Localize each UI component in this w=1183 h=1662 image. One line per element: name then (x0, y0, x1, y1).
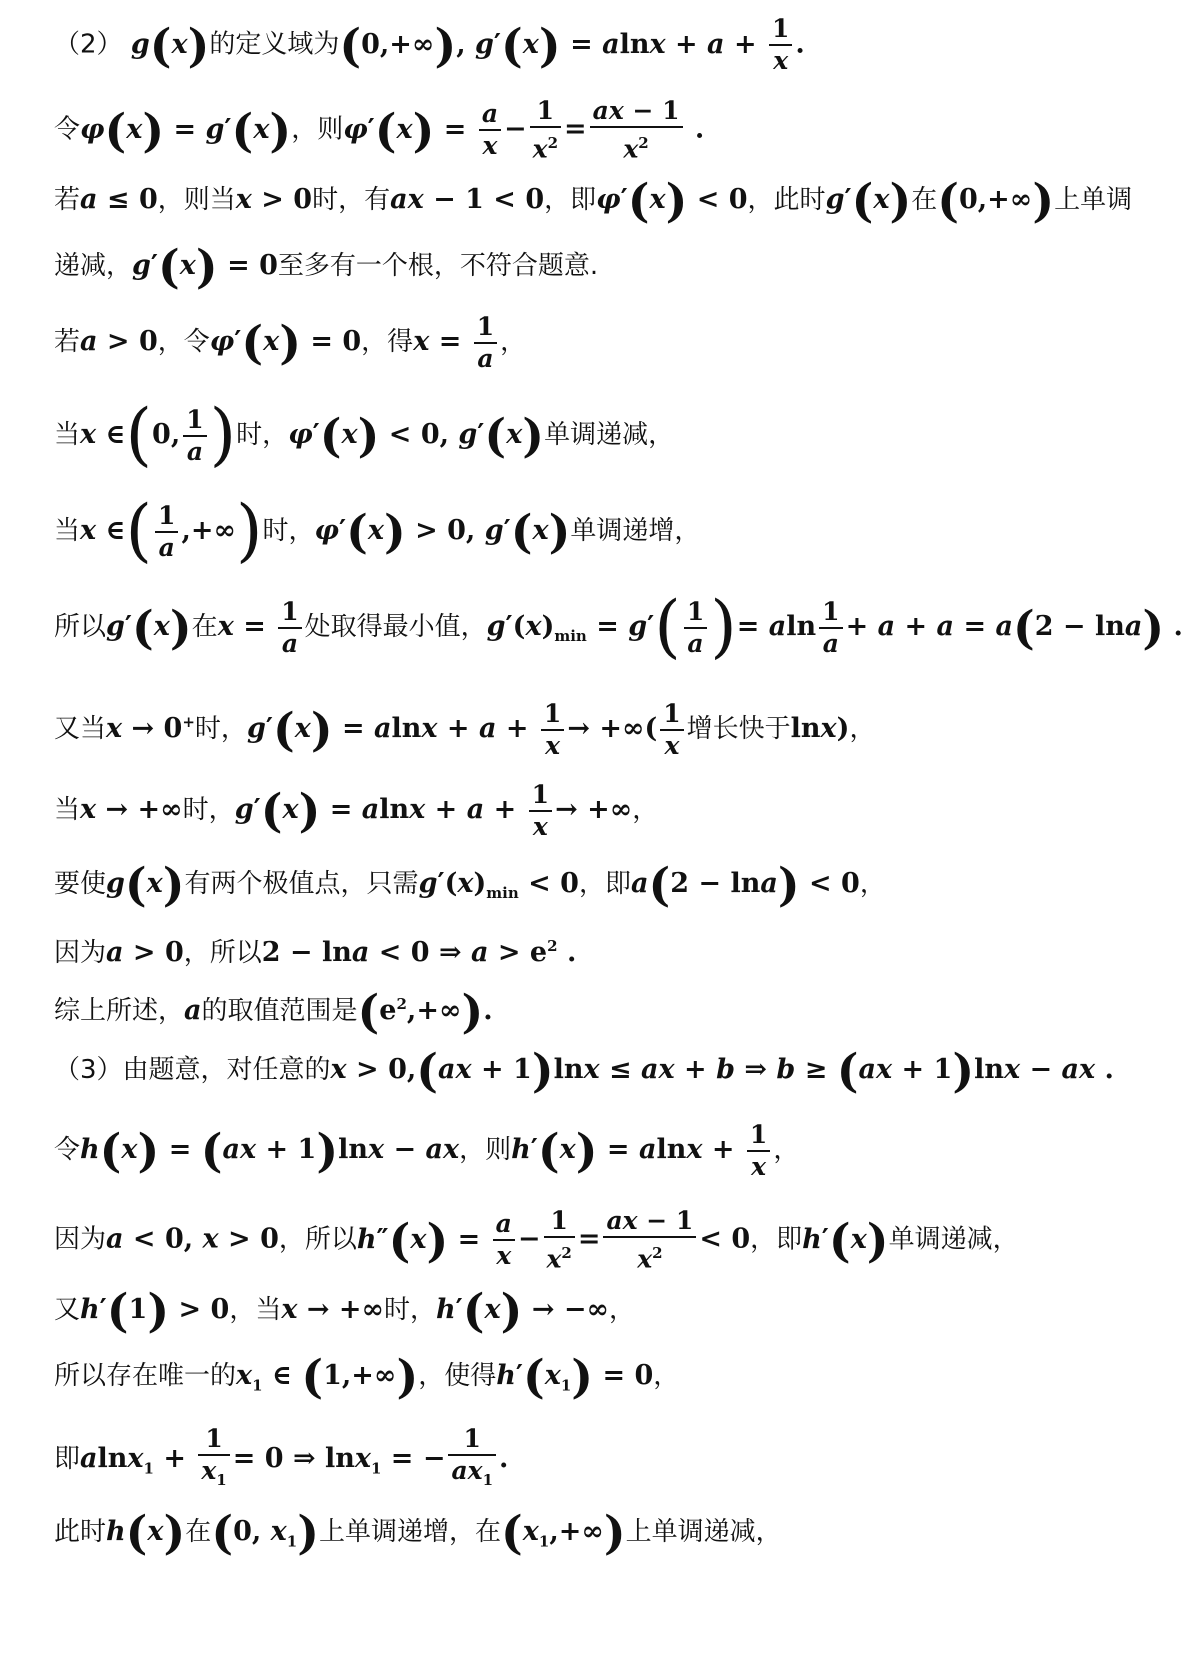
solution-line-8: 所以g′(x)在x = $\frac{1}{a}$ 处取得最小值，$g'(x)_{min} = g'$( $\frac{1}{a}$ )= aln $\frac{1}{a}$ + a + a = a(2 − lna) . (54, 587, 1183, 667)
solution-line-16: 因为a < 0, x > 0，所以h″(x) = $\frac{a}{x}$ − $\frac{1}{x^2}$ = $\frac{ax - 1}{x^2}$ < 0，即h′(x)单调递减， (54, 1206, 1019, 1274)
solution-line-19: 即alnx$_1$ + $\frac{1}{x_1}$ = 0 ⇒ lnx$_1$ = − $\frac{1}{ax_1}$ . (54, 1424, 509, 1489)
solution-line-13: 综上所述，a的取值范围是$(e^2,+\infty)$. (54, 984, 493, 1039)
solution-line-15: 令h(x) = (ax + 1)lnx − ax，则h′(x) = alnx + $\frac{1}{x}$ ， (54, 1119, 800, 1181)
solution-line-9: 又当x → 0+时，g′(x) = alnx + a + $\frac{1}{x}$ → +∞( $\frac{1}{x}$ 增长快于lnx)， (54, 698, 876, 760)
solution-line-17: 又h′(1) > 0，当x → +∞时，h′(x) → −∞， (54, 1283, 635, 1338)
solution-line-18: 所以存在唯一的$x_1$ ∈ (1,+∞)，使得$h'(x_1) = 0$， (54, 1349, 680, 1404)
solution-line-4: 递减，g′(x) = 0至多有一个根，不符合题意. (54, 239, 599, 294)
solution-line-14: （3）由题意，对任意的x > 0,(ax + 1)lnx ≤ ax + b ⇒ b ≥ (ax + 1)lnx − ax . (54, 1043, 1114, 1098)
solution-line-20: 此时h(x)在(0, $x_1$)上单调递增，在$(x_1,+\infty)$上单调递减， (54, 1505, 782, 1560)
solution-line-3: 若a ≤ 0，则当x > 0时，有ax − 1 < 0，即φ′(x) < 0，此时g′(x)在(0,+∞)上单调 (54, 173, 1133, 228)
solution-line-7: 当x ∈( $\frac{1}{a}$ ,+∞)时，φ′(x) > 0, g′(x)单调递增， (54, 491, 701, 571)
solution-line-5: 若a > 0，令φ′(x) = 0，得x = $\frac{1}{a}$ ， (54, 311, 527, 373)
solution-line-1: （2） g(x)的定义域为(0,+∞), g′(x) = alnx + a + $\frac{1}{x}$ . (54, 14, 805, 75)
solution-line-2: 令φ(x) = g′(x)，则φ′(x) = $\frac{a}{x}$ − $\frac{1}{x^2}$ = $\frac{ax - 1}{x^2}$ . (54, 96, 705, 164)
solution-line-12: 因为a > 0，所以2 − lna < 0 ⇒ $a > e^2$ . (54, 937, 577, 968)
solution-line-11: 要使g(x)有两个极值点，只需$g'(x)_{min} < 0$，即a(2 − lna) < 0， (54, 857, 886, 912)
solution-line-10: 当x → +∞时，g′(x) = alnx + a + $\frac{1}{x}$ → +∞， (54, 779, 659, 841)
solution-line-6: 当x ∈(0, $\frac{1}{a}$ )时，φ′(x) < 0, g′(x)单调递减， (54, 395, 675, 475)
